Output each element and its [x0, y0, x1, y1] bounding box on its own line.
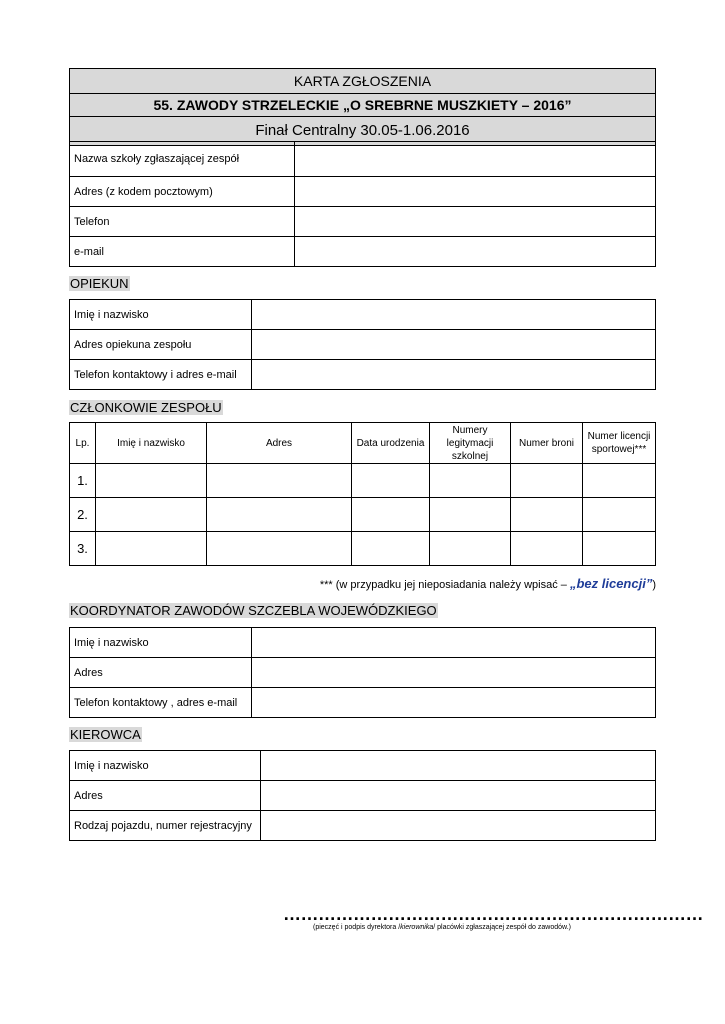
col-weapon-number: Numer broni: [511, 423, 583, 464]
opiekun-name-field[interactable]: [252, 300, 656, 330]
signature-caption: [313, 924, 571, 931]
member-name-field[interactable]: [96, 498, 207, 532]
school-phone-label: Telefon: [70, 207, 295, 237]
kierowca-address-field[interactable]: [261, 781, 656, 811]
members-title: CZŁONKOWIE ZESPOŁU: [70, 400, 222, 415]
koordynator-table: [69, 627, 656, 718]
school-address-field[interactable]: [295, 177, 656, 207]
member-birthdate-field[interactable]: [352, 532, 430, 566]
final-dates: Finał Centralny 30.05-1.06.2016: [70, 117, 656, 146]
col-birthdate: Data urodzenia: [352, 423, 430, 464]
form-title: KARTA ZGŁOSZENIA: [70, 69, 656, 94]
school-name-label: Nazwa szkoły zgłaszającej zespół: [70, 142, 295, 177]
kierowca-vehicle-field[interactable]: [261, 811, 656, 841]
kierowca-title: KIEROWCA: [70, 727, 141, 742]
opiekun-phone-label: Telefon kontaktowy i adres e-mail: [70, 360, 252, 390]
member-name-field[interactable]: [96, 532, 207, 566]
col-address: Adres: [207, 423, 352, 464]
member-weapon-field[interactable]: [511, 464, 583, 498]
member-weapon-field[interactable]: [511, 498, 583, 532]
member-address-field[interactable]: [207, 532, 352, 566]
member-name-field[interactable]: [96, 464, 207, 498]
note-prefix: *** (w przypadku jej nieposiadania należy wpisać –: [319, 579, 570, 591]
competition-title: 55. ZAWODY STRZELECKIE „O SREBRNE MUSZKIETY – 2016”: [70, 94, 656, 117]
kierowca-name-label: Imię i nazwisko: [70, 751, 261, 781]
school-address-label: Adres (z kodem pocztowym): [70, 177, 295, 207]
school-phone-field[interactable]: [295, 207, 656, 237]
kierowca-vehicle-label: Rodzaj pojazdu, numer rejestracyjny: [70, 811, 261, 841]
koordynator-name-label: Imię i nazwisko: [70, 628, 252, 658]
koordynator-name-field[interactable]: [252, 628, 656, 658]
school-name-field[interactable]: [295, 142, 656, 177]
table-row: [70, 532, 656, 566]
member-address-field[interactable]: [207, 464, 352, 498]
caption-italic: kierownika: [400, 924, 434, 931]
caption-pre: (pieczęć i podpis dyrektora /: [313, 924, 401, 931]
row-number: 2.: [70, 498, 96, 532]
signature-line: ………………………………………………………………: [283, 904, 703, 924]
school-table: [69, 141, 656, 267]
kierowca-address-label: Adres: [70, 781, 261, 811]
member-address-field[interactable]: [207, 498, 352, 532]
kierowca-table: [69, 750, 656, 841]
member-license-field[interactable]: [583, 464, 656, 498]
member-birthdate-field[interactable]: [352, 464, 430, 498]
member-school-id-field[interactable]: [430, 498, 511, 532]
opiekun-table: [69, 299, 656, 390]
school-email-label: e-mail: [70, 237, 295, 267]
row-number: 1.: [70, 464, 96, 498]
license-note: [320, 576, 656, 591]
school-email-field[interactable]: [295, 237, 656, 267]
opiekun-phone-field[interactable]: [252, 360, 656, 390]
koordynator-phone-label: Telefon kontaktowy , adres e-mail: [70, 688, 252, 718]
table-row: [70, 464, 656, 498]
kierowca-name-field[interactable]: [261, 751, 656, 781]
note-suffix: ): [652, 579, 656, 591]
member-weapon-field[interactable]: [511, 532, 583, 566]
row-number: 3.: [70, 532, 96, 566]
member-birthdate-field[interactable]: [352, 498, 430, 532]
opiekun-address-field[interactable]: [252, 330, 656, 360]
col-school-id: Numery legitymacji szkolnej: [430, 423, 511, 464]
koordynator-title: KOORDYNATOR ZAWODÓW SZCZEBLA WOJEWÓDZKIEGO: [70, 603, 437, 618]
member-license-field[interactable]: [583, 498, 656, 532]
member-license-field[interactable]: [583, 532, 656, 566]
col-license: Numer licencji sportowej***: [583, 423, 656, 464]
opiekun-title: OPIEKUN: [70, 276, 129, 291]
col-name: Imię i nazwisko: [96, 423, 207, 464]
koordynator-phone-field[interactable]: [252, 688, 656, 718]
member-school-id-field[interactable]: [430, 532, 511, 566]
caption-post: / placówki zgłaszającej zespół do zawodów.): [433, 924, 571, 931]
member-school-id-field[interactable]: [430, 464, 511, 498]
members-table: [69, 422, 656, 566]
koordynator-address-label: Adres: [70, 658, 252, 688]
header-box: [69, 68, 656, 146]
koordynator-address-field[interactable]: [252, 658, 656, 688]
col-lp: Lp.: [70, 423, 96, 464]
table-row: [70, 498, 656, 532]
members-header-row: [70, 423, 656, 464]
opiekun-address-label: Adres opiekuna zespołu: [70, 330, 252, 360]
opiekun-name-label: Imię i nazwisko: [70, 300, 252, 330]
note-value: „bez licencji”: [569, 576, 653, 591]
